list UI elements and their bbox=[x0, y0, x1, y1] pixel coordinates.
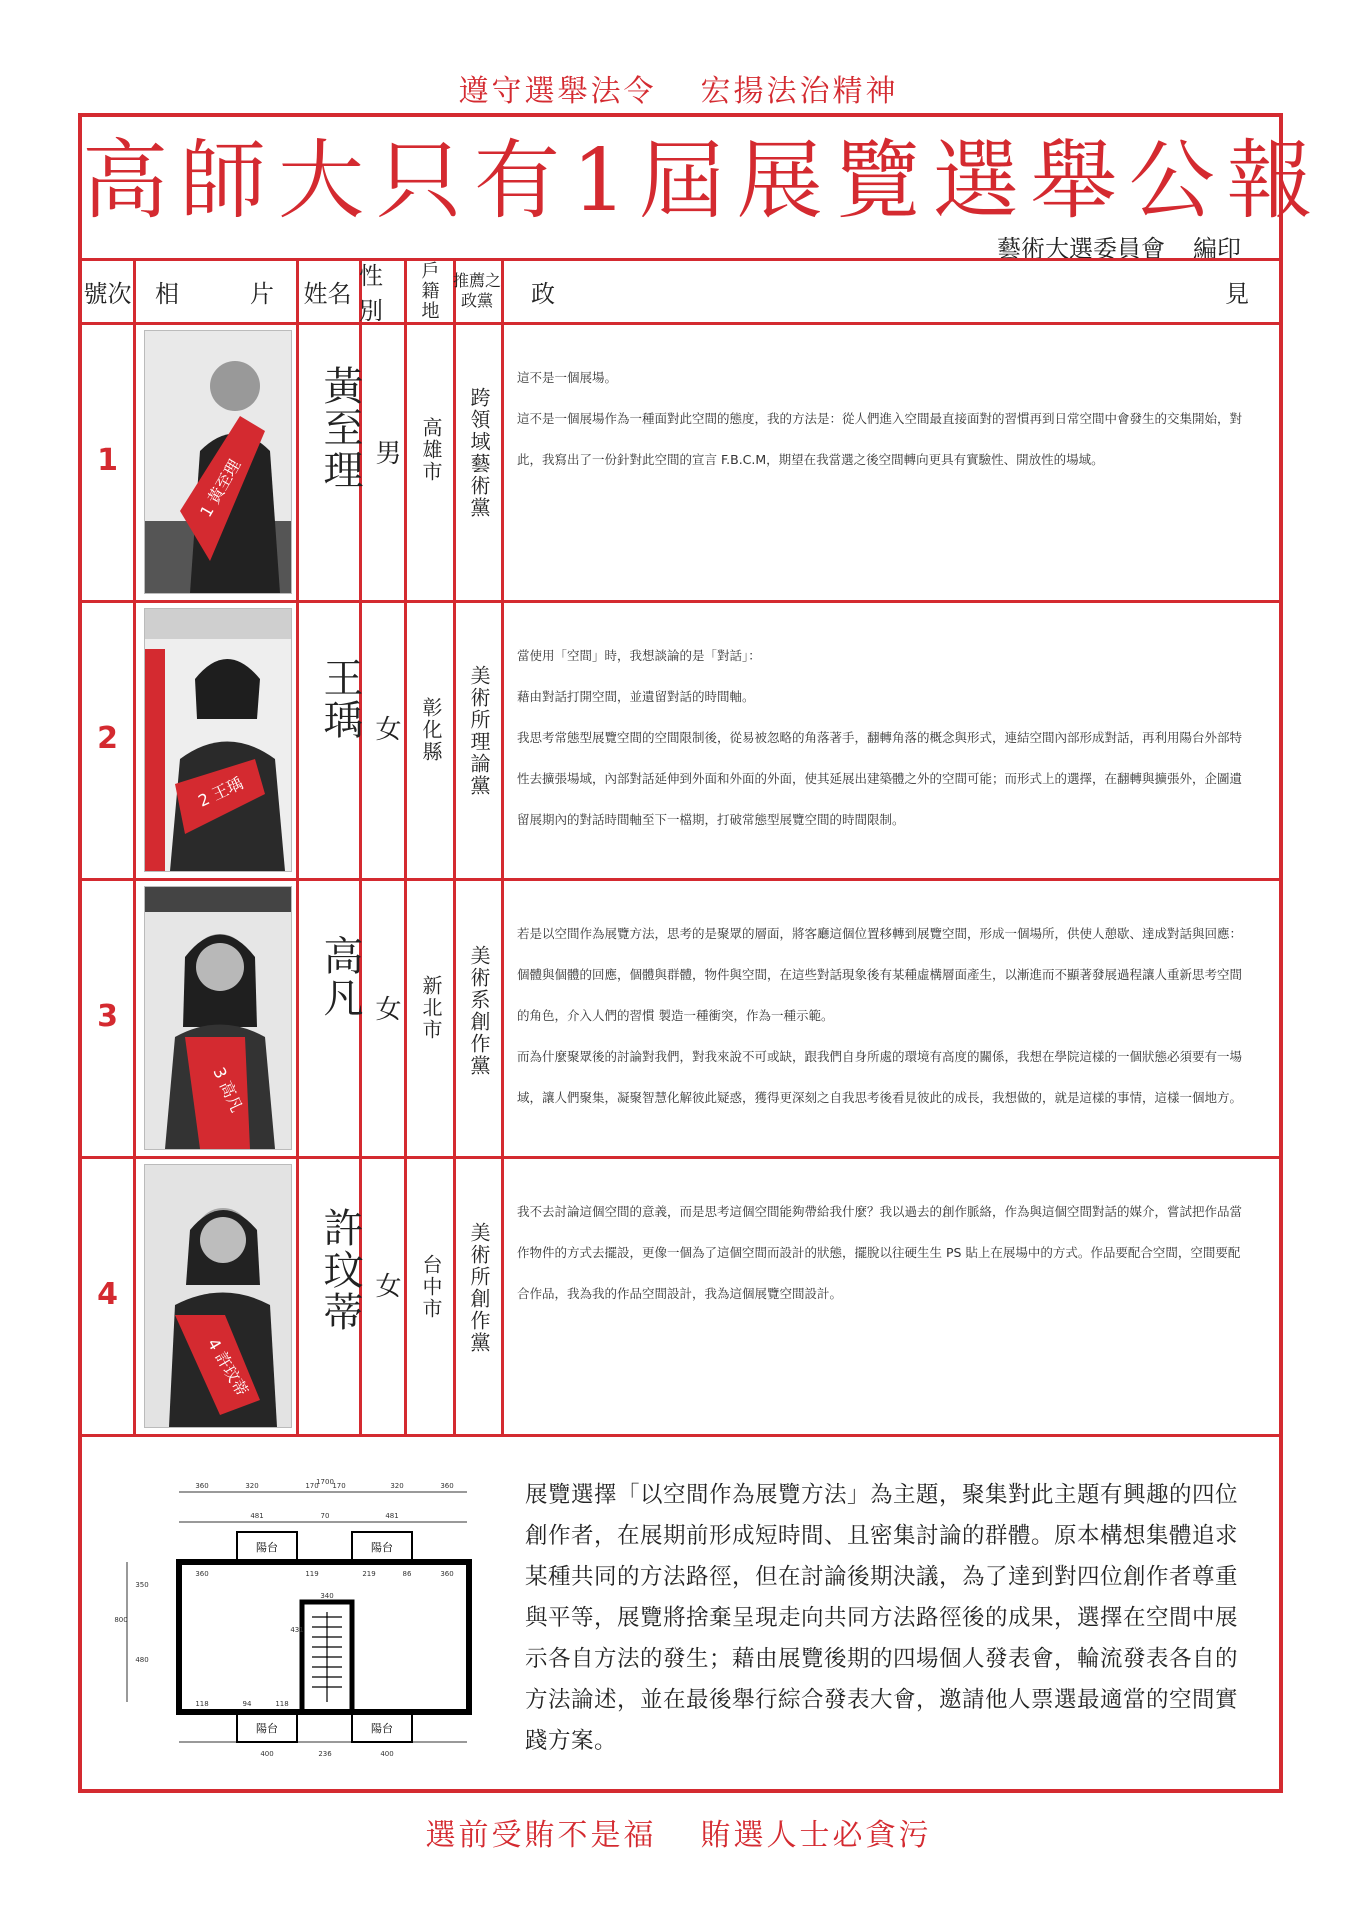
candidate-party: 跨領域藝術黨 bbox=[467, 387, 491, 519]
candidate-name: 許玟蒂 bbox=[317, 1207, 363, 1333]
policy-paragraph: 藉由對話打開空間，並遺留對話的時間軸。 bbox=[517, 689, 755, 704]
exhibition-description: 展覽選擇「以空間作為展覽方法」為主題，聚集對此主題有興趣的四位創作者，在展期前形成短時間、且密集討論的群體。原本構想集體追求某種共同的方法路徑，但在討論後期決議，為了達到對四位創作者尊重與平等，展覽將捨棄呈現走向共同方法路徑後的成果，選擇在空間中展示各自方法的發生；藉由展覽後期的四場個人發表會，輪流發表各自的方法論述，並在最後舉行綜合發表大會，邀請他人票選最適當的空間實踐方案。 bbox=[525, 1482, 1239, 1754]
dimension-label: 400 bbox=[380, 1750, 394, 1758]
dimension-label: 236 bbox=[318, 1750, 332, 1758]
bottom-slogan bbox=[0, 1810, 1357, 1854]
dimension-label: 86 bbox=[402, 1570, 412, 1578]
bottom-slogan-2: 賄選人士必貪污 bbox=[700, 1818, 932, 1853]
candidate-photo-image bbox=[145, 609, 291, 871]
dimension-label: 219 bbox=[362, 1570, 376, 1578]
header-policy-a: 政 bbox=[531, 279, 555, 308]
candidate-number: 2 bbox=[97, 721, 118, 756]
editor-action: 編印 bbox=[1193, 235, 1241, 263]
policy-paragraph: 我思考常態型展覽空間的空間限制後，從易被忽略的角落著手，翻轉角落的概念與形式，連結空間內部形成對話，再利用陽台外部特性去擴張場域，內部對話延伸到外面和外面的外面，使其延展出建築體之外的空間可能；而形式上的選擇，在翻轉與擴張外，企圖遺留展期內的對話時間軸至下一檔期，打破常態型展覽空間的時間限制。 bbox=[517, 730, 1243, 827]
candidate-photo-image bbox=[145, 331, 291, 593]
candidate-policy bbox=[517, 1191, 1252, 1314]
sash-text: 2 王瑀 bbox=[195, 773, 247, 811]
dimension-label: 320 bbox=[245, 1482, 259, 1490]
candidate-photo bbox=[144, 1164, 292, 1428]
column-divider bbox=[453, 258, 456, 1434]
floor-plan-drawing bbox=[107, 1472, 497, 1762]
dimension-label: 360 bbox=[440, 1570, 454, 1578]
candidate-origin: 新北市 bbox=[419, 975, 443, 1041]
candidate-policy bbox=[517, 357, 1252, 480]
candidate-name: 高凡 bbox=[317, 935, 363, 1019]
sash-text: 1 黃至理 bbox=[196, 456, 245, 521]
candidate-gender: 男 bbox=[371, 439, 401, 467]
policy-paragraph: 當使用「空間」時，我想談論的是「對話」： bbox=[517, 648, 761, 663]
header-gender: 性別 bbox=[359, 262, 383, 325]
row-divider bbox=[82, 1156, 1279, 1159]
dimension-label: 360 bbox=[195, 1570, 209, 1578]
dimension-label: 340 bbox=[320, 1592, 334, 1600]
dimension-label: 1700 bbox=[316, 1478, 334, 1486]
header-policy bbox=[501, 260, 1279, 322]
header-name: 姓名 bbox=[303, 279, 352, 308]
candidate-party: 美術所理論黨 bbox=[467, 665, 491, 797]
table-bottom-line bbox=[82, 1434, 1279, 1437]
header-origin: 戶籍地 bbox=[418, 261, 440, 321]
top-slogan-1: 遵守選舉法令 bbox=[458, 74, 657, 109]
candidate-number: 3 bbox=[97, 999, 118, 1034]
sash-text: 3 高凡 bbox=[209, 1064, 247, 1116]
dimension-label: 431 bbox=[290, 1626, 304, 1634]
header-photo-a: 相 bbox=[155, 279, 179, 308]
candidate-origin: 高雄市 bbox=[419, 417, 443, 483]
candidate-gender: 女 bbox=[371, 715, 401, 743]
header-party: 推薦之政黨 bbox=[453, 271, 502, 310]
balcony-label: 陽台 bbox=[371, 1722, 393, 1735]
candidate-policy bbox=[517, 635, 1252, 840]
header-photo bbox=[133, 260, 296, 322]
dimension-label: 320 bbox=[390, 1482, 404, 1490]
balcony-label: 陽台 bbox=[371, 1541, 393, 1554]
header-policy-b: 見 bbox=[1225, 279, 1249, 308]
dimension-label: 481 bbox=[250, 1512, 264, 1520]
dimension-label: 350 bbox=[135, 1581, 149, 1589]
column-divider bbox=[404, 258, 407, 1434]
candidate-photo-image bbox=[145, 887, 291, 1149]
candidate-photo bbox=[144, 608, 292, 872]
floor-plan bbox=[107, 1472, 497, 1762]
candidate-gender: 女 bbox=[371, 1272, 401, 1300]
dimension-label: 400 bbox=[260, 1750, 274, 1758]
policy-paragraph: 而為什麼聚眾後的討論對我們，對我來說不可或缺，跟我們自身所處的環境有高度的關係，我想在學院這樣的一個狀態必須要有一場域，讓人們聚集，凝聚智慧化解彼此疑惑，獲得更深刻之自我思考後看見彼此的成長，我想做的，就是這樣的事情，這樣一個地方。 bbox=[517, 1049, 1243, 1105]
row-divider bbox=[82, 878, 1279, 881]
candidate-origin: 台中市 bbox=[419, 1254, 443, 1320]
column-divider bbox=[501, 258, 504, 1434]
dimension-label: 70 bbox=[320, 1512, 330, 1520]
candidate-photo-image bbox=[145, 1165, 291, 1427]
candidate-name: 王瑀 bbox=[317, 657, 363, 741]
bottom-slogan-1: 選前受賄不是福 bbox=[425, 1818, 657, 1853]
policy-paragraph: 我不去討論這個空間的意義，而是思考這個空間能夠帶給我什麼？我以過去的創作脈絡，作為與這個空間對話的媒介，嘗試把作品當作物件的方式去擺設，更像一個為了這個空間而設計的狀態，擺脫以往硬生生 PS 貼上在展場中的方式。作品要配合空間，空間要配合作品，我為我的作品空間設計，我為這個展覽空間設計。 bbox=[517, 1204, 1243, 1301]
candidate-party: 美術系創作黨 bbox=[467, 945, 491, 1077]
balcony-label: 陽台 bbox=[256, 1722, 278, 1735]
header-photo-b: 片 bbox=[250, 279, 274, 308]
candidate-policy bbox=[517, 913, 1252, 1118]
column-divider bbox=[133, 258, 136, 1434]
dimension-label: 800 bbox=[114, 1616, 128, 1624]
dimension-label: 481 bbox=[385, 1512, 399, 1520]
top-slogan-2: 宏揚法治精神 bbox=[700, 74, 899, 109]
candidate-gender: 女 bbox=[371, 995, 401, 1023]
editor-org: 藝術大選委員會 bbox=[997, 235, 1165, 263]
column-divider bbox=[296, 258, 299, 1434]
candidate-party: 美術所創作黨 bbox=[467, 1222, 491, 1354]
candidate-photo bbox=[144, 886, 292, 1150]
dimension-label: 118 bbox=[195, 1700, 209, 1708]
policy-paragraph: 這不是一個展場作為一種面對此空間的態度，我的方法是：從人們進入空間最直接面對的習慣再到日常空間中會發生的交集開始，對此，我寫出了一份針對此空間的宣言 F.B.C.M，期望在我當選之後空間轉向更具有實驗性、開放性的場域。 bbox=[517, 411, 1243, 467]
dimension-label: 360 bbox=[440, 1482, 454, 1490]
dimension-label: 480 bbox=[135, 1656, 149, 1664]
policy-paragraph: 這不是一個展場。 bbox=[517, 370, 618, 385]
candidate-origin: 彰化縣 bbox=[419, 697, 443, 763]
top-slogan bbox=[0, 66, 1357, 110]
dimension-label: 118 bbox=[275, 1700, 289, 1708]
candidate-number: 4 bbox=[97, 1277, 118, 1312]
dimension-label: 119 bbox=[305, 1570, 319, 1578]
dimension-label: 170 bbox=[332, 1482, 346, 1490]
dimension-label: 360 bbox=[195, 1482, 209, 1490]
candidate-name: 黃至理 bbox=[317, 365, 363, 491]
balcony-label: 陽台 bbox=[256, 1541, 278, 1554]
dimension-label: 94 bbox=[242, 1700, 252, 1708]
dimension-label: 170 bbox=[305, 1482, 319, 1490]
policy-paragraph: 若是以空間作為展覽方法，思考的是聚眾的層面，將客廳這個位置移轉到展覽空間，形成一個場所，供使人憩歇、達成對話與回應：個體與個體的回應，個體與群體，物件與空間，在這些對話現象後有某種虛構層面產生，以漸進而不顯著發展過程讓人重新思考空間的角色，介入人們的習慣 製造一種衝突，作為一種示範。 bbox=[517, 926, 1243, 1023]
candidate-photo bbox=[144, 330, 292, 594]
page-title: 高師大只有1屆展覽選舉公報 bbox=[82, 131, 1325, 231]
bulletin-frame bbox=[78, 113, 1325, 1793]
header-number: 號次 bbox=[83, 279, 132, 308]
sash-text: 4 許玟蒂 bbox=[203, 1335, 252, 1400]
candidate-number: 1 bbox=[97, 443, 118, 478]
header-bottom-line bbox=[82, 322, 1279, 325]
row-divider bbox=[82, 600, 1279, 603]
